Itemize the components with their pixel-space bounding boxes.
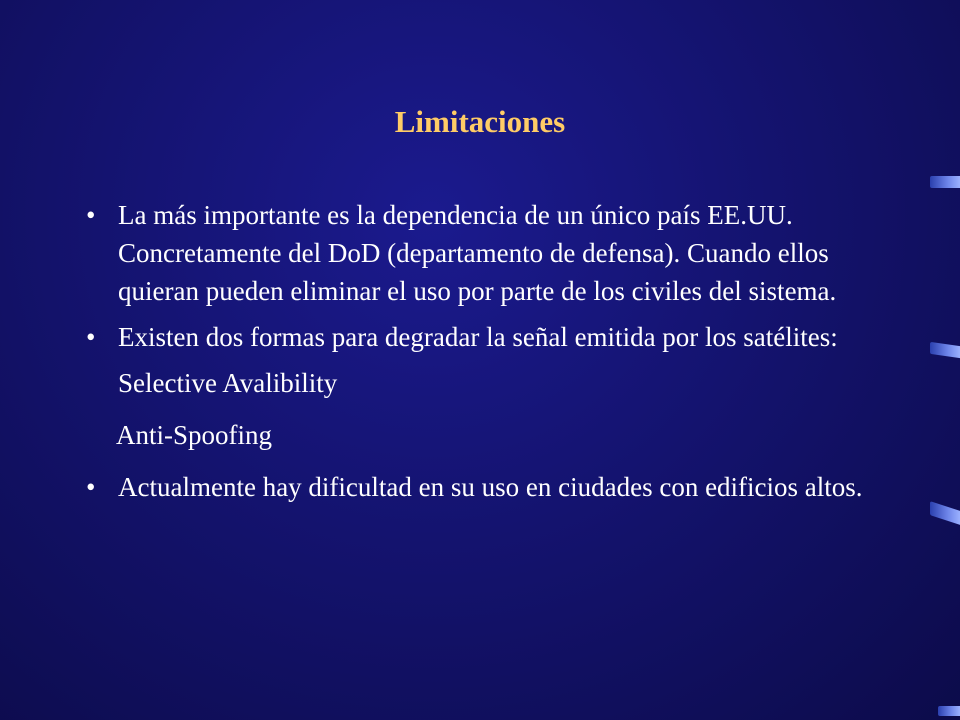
decorative-stripe	[930, 342, 960, 358]
bullet-marker: •	[86, 472, 96, 502]
decorative-stripe	[938, 706, 960, 716]
slide-title: Limitaciones	[394, 104, 566, 139]
bullet-list	[80, 196, 880, 514]
bullet-text: Actualmente hay dificultad en su uso en ciudades con edificios altos.	[118, 472, 863, 502]
list-item	[80, 468, 880, 506]
decorative-stripe	[930, 501, 960, 525]
list-item	[80, 196, 880, 310]
sub-item-selective-availability: Selective Avalibility	[118, 368, 338, 398]
decorative-stripe	[930, 176, 960, 188]
bullet-text: La más importante es la dependencia de un único país EE.UU. Concretamente del DoD (departamento de defensa). Cuando ellos quieran pueden eliminar el uso por parte de los civiles del sistema.	[118, 200, 837, 306]
bullet-text: Existen dos formas para degradar la señal emitida por los satélites:	[118, 322, 838, 352]
bullet-marker: •	[86, 322, 96, 352]
bullet-marker: •	[86, 200, 96, 230]
sub-item-anti-spoofing: Anti-Spoofing	[116, 420, 273, 450]
list-item	[80, 318, 880, 356]
